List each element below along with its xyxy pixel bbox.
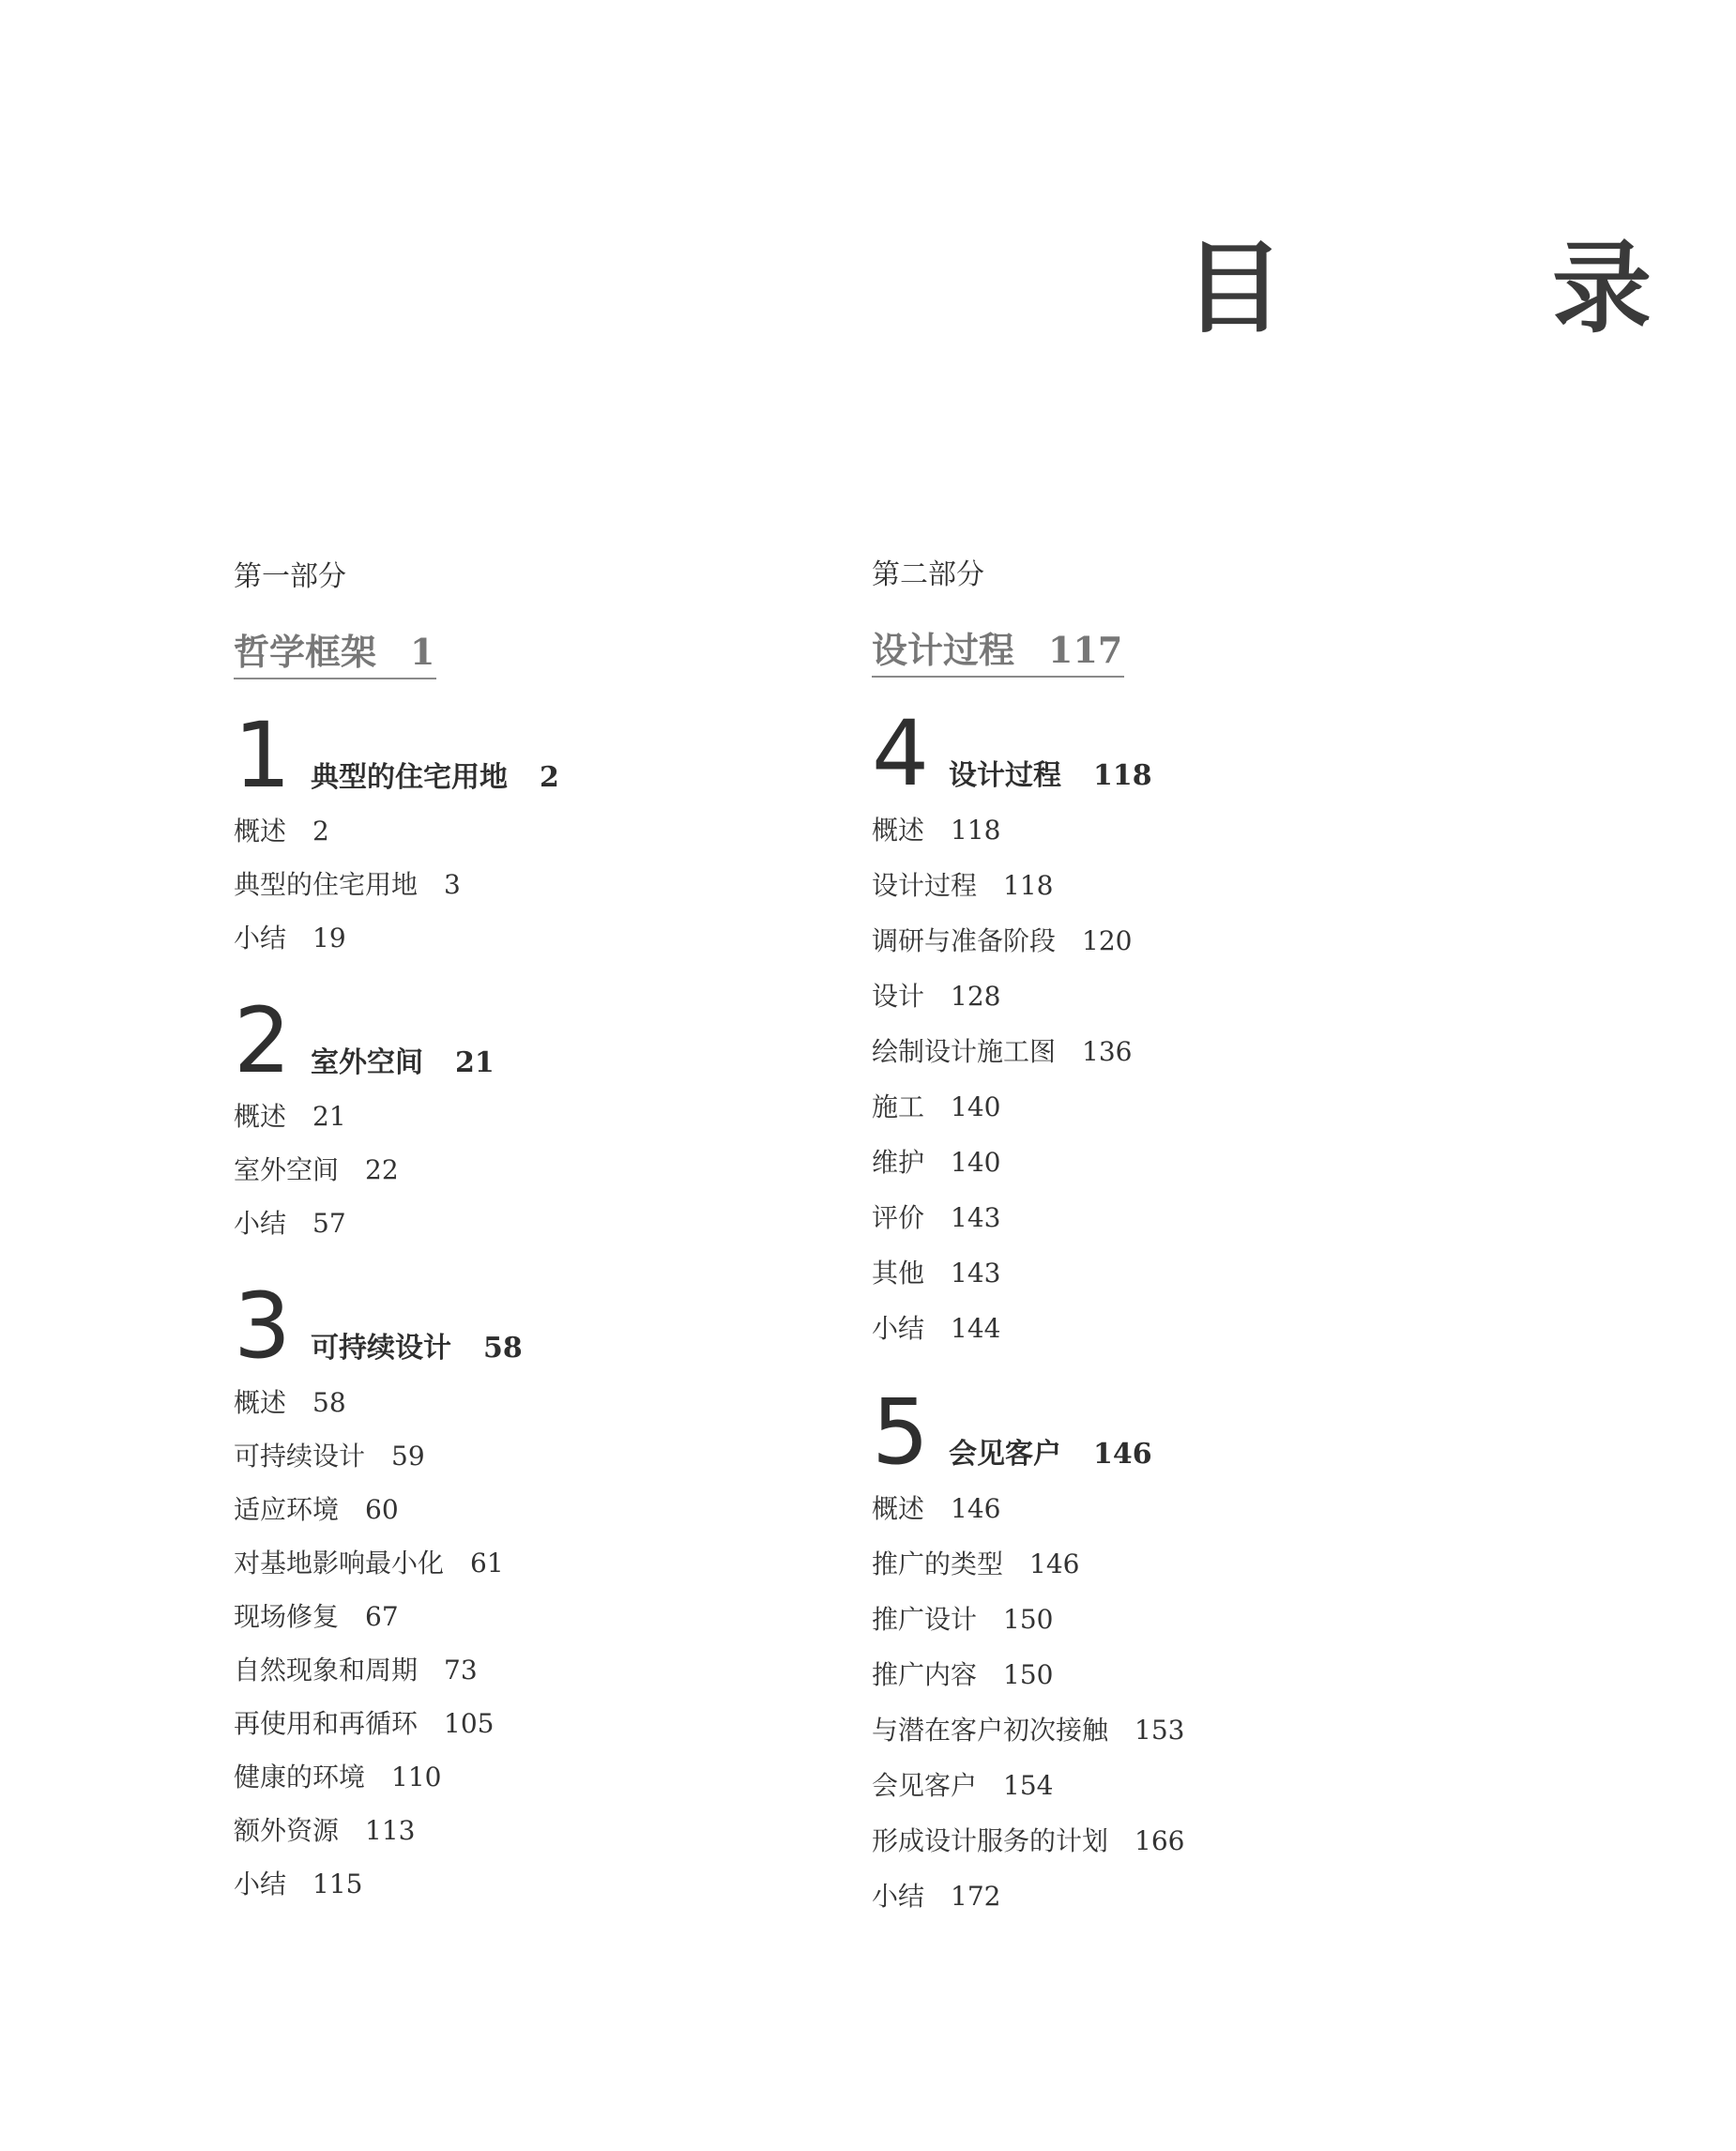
chapter-title: 会见客户: [949, 1438, 1061, 1472]
entry-page-number: 166: [1134, 1825, 1185, 1857]
entry-title: 概述: [234, 1101, 287, 1133]
toc-entry[interactable]: [234, 1697, 834, 1750]
toc-entry[interactable]: [872, 1245, 1472, 1301]
entry-title: 概述: [872, 1493, 925, 1525]
toc-entry[interactable]: [872, 1024, 1472, 1079]
entry-page-number: 120: [1082, 925, 1133, 957]
entry-title: 会见客户: [872, 1770, 978, 1802]
entry-page-number: 140: [951, 1147, 1001, 1179]
toc-entry[interactable]: [234, 858, 834, 911]
chapter-page-number: 118: [1093, 759, 1152, 792]
entry-page-number: 146: [1029, 1548, 1080, 1580]
entry-page-number: 105: [444, 1707, 495, 1739]
chapter-heading[interactable]: [234, 703, 834, 808]
entry-page-number: 150: [1003, 1659, 1054, 1691]
entry-page-number: 21: [312, 1101, 346, 1133]
page-title: 目 录: [1184, 231, 1736, 346]
entry-page-number: 136: [1082, 1036, 1133, 1068]
entry-title: 现场修复: [234, 1600, 340, 1632]
toc-entry[interactable]: [872, 1481, 1472, 1536]
chapter-number: 3: [234, 1274, 292, 1380]
entry-page-number: 113: [365, 1814, 416, 1846]
entry-title: 小结: [872, 1313, 925, 1345]
entry-title: 小结: [234, 1208, 287, 1240]
entry-page-number: 140: [951, 1091, 1001, 1123]
entry-page-number: 60: [365, 1493, 399, 1525]
entry-page-number: 153: [1134, 1715, 1185, 1747]
entry-list: [234, 1090, 834, 1250]
entry-page-number: 110: [391, 1761, 442, 1792]
toc-entry[interactable]: [234, 1429, 834, 1483]
entry-list: [234, 1376, 834, 1911]
chapter-number: 1: [234, 703, 292, 808]
entry-page-number: 61: [470, 1547, 504, 1579]
entry-list: [872, 1481, 1472, 1924]
entry-title: 再使用和再循环: [234, 1707, 419, 1739]
chapter-block: [872, 701, 1472, 1356]
entry-title: 维护: [872, 1147, 925, 1179]
entry-page-number: 154: [1003, 1770, 1054, 1802]
entry-page-number: 118: [951, 815, 1001, 847]
entry-title: 绘制设计施工图: [872, 1036, 1057, 1068]
entry-page-number: 143: [951, 1258, 1001, 1289]
part-title-page: 1: [410, 631, 435, 673]
entry-page-number: 3: [444, 869, 461, 901]
toc-entry[interactable]: [234, 804, 834, 858]
chapter-heading[interactable]: [234, 988, 834, 1094]
toc-entry[interactable]: [234, 1090, 834, 1143]
entry-title: 施工: [872, 1091, 925, 1123]
chapter-list: [234, 703, 834, 1911]
toc-entry[interactable]: [234, 1143, 834, 1197]
entry-list: [872, 802, 1472, 1356]
entry-page-number: 67: [365, 1600, 399, 1632]
entry-page-number: 118: [1003, 870, 1054, 902]
entry-title: 形成设计服务的计划: [872, 1825, 1109, 1857]
entry-title: 小结: [234, 1868, 287, 1899]
toc-entry[interactable]: [234, 1197, 834, 1250]
entry-title: 适应环境: [234, 1493, 340, 1525]
entry-title: 对基地影响最小化: [234, 1547, 445, 1579]
toc-entry[interactable]: [234, 1376, 834, 1429]
part-label: 第一部分: [234, 560, 346, 593]
chapter-number: 5: [872, 1380, 930, 1486]
chapter-page-number: 21: [455, 1046, 495, 1080]
chapter-block: [234, 703, 834, 965]
chapter-heading[interactable]: [872, 1380, 1472, 1486]
toc-entry[interactable]: [872, 1702, 1472, 1758]
toc-entry[interactable]: [234, 1536, 834, 1590]
toc-entry[interactable]: [234, 911, 834, 965]
chapter-number: 2: [234, 988, 292, 1094]
toc-entry[interactable]: [872, 1647, 1472, 1702]
toc-entry[interactable]: [872, 1813, 1472, 1869]
part-one-column: [234, 560, 834, 1911]
part-two-column: [872, 558, 1472, 1924]
entry-title: 小结: [234, 923, 287, 954]
entry-page-number: 143: [951, 1202, 1001, 1234]
chapter-page-number: 58: [483, 1332, 523, 1365]
part-title: [234, 631, 436, 679]
entry-title: 自然现象和周期: [234, 1654, 419, 1686]
toc-entry[interactable]: [872, 1536, 1472, 1592]
toc-entry[interactable]: [234, 1643, 834, 1697]
entry-page-number: 128: [951, 981, 1001, 1013]
toc-entry[interactable]: [234, 1804, 834, 1857]
toc-entry[interactable]: [234, 1590, 834, 1643]
entry-title: 评价: [872, 1202, 925, 1234]
entry-title: 推广的类型: [872, 1548, 1004, 1580]
chapter-heading[interactable]: [234, 1274, 834, 1380]
toc-entry[interactable]: [872, 858, 1472, 913]
part-title-page: 117: [1048, 629, 1123, 671]
toc-entry[interactable]: [872, 1190, 1472, 1245]
entry-title: 调研与准备阶段: [872, 925, 1057, 957]
entry-page-number: 73: [444, 1654, 478, 1686]
part-title-text: 设计过程: [872, 629, 1015, 671]
entry-title: 设计: [872, 981, 925, 1013]
chapter-page-number: 146: [1093, 1438, 1152, 1472]
chapter-block: [234, 1274, 834, 1910]
entry-title: 室外空间: [234, 1154, 340, 1186]
chapter-title: 室外空间: [311, 1046, 423, 1080]
entry-title: 概述: [234, 1386, 287, 1418]
entry-page-number: 19: [312, 923, 346, 954]
entry-page-number: 115: [312, 1868, 363, 1899]
entry-page-number: 172: [951, 1881, 1001, 1913]
toc-entry[interactable]: [872, 802, 1472, 858]
entry-page-number: 150: [1003, 1604, 1054, 1636]
toc-entry[interactable]: [872, 1592, 1472, 1647]
chapter-block: [872, 1380, 1472, 1924]
entry-title: 概述: [872, 815, 925, 847]
entry-page-number: 146: [951, 1493, 1001, 1525]
entry-page-number: 59: [391, 1440, 425, 1472]
entry-title: 其他: [872, 1258, 925, 1289]
entry-title: 可持续设计: [234, 1440, 366, 1472]
chapter-title: 设计过程: [949, 759, 1061, 792]
entry-title: 健康的环境: [234, 1761, 366, 1792]
chapter-block: [234, 988, 834, 1250]
chapter-page-number: 2: [540, 761, 559, 794]
part-title: [872, 629, 1124, 678]
toc-entry[interactable]: [872, 1135, 1472, 1190]
toc-entry[interactable]: [872, 1301, 1472, 1356]
entry-page-number: 144: [951, 1313, 1001, 1345]
entry-page-number: 57: [312, 1208, 346, 1240]
entry-title: 小结: [872, 1881, 925, 1913]
toc-entry[interactable]: [234, 1857, 834, 1911]
toc-entry[interactable]: [234, 1483, 834, 1536]
toc-entry[interactable]: [872, 1869, 1472, 1924]
entry-title: 典型的住宅用地: [234, 869, 419, 901]
part-label: 第二部分: [872, 558, 984, 591]
entry-title: 额外资源: [234, 1814, 340, 1846]
chapter-list: [872, 701, 1472, 1924]
entry-page-number: 2: [312, 816, 329, 847]
toc-entry[interactable]: [872, 1079, 1472, 1135]
chapter-number: 4: [872, 701, 930, 806]
chapter-title: 可持续设计: [311, 1332, 451, 1365]
chapter-heading[interactable]: [872, 701, 1472, 806]
part-title-text: 哲学框架: [234, 631, 377, 673]
entry-title: 推广设计: [872, 1604, 978, 1636]
entry-title: 设计过程: [872, 870, 978, 902]
toc-entry[interactable]: [872, 913, 1472, 969]
entry-page-number: 22: [365, 1154, 399, 1186]
toc-entry[interactable]: [872, 1758, 1472, 1813]
toc-entry[interactable]: [234, 1750, 834, 1804]
entry-title: 推广内容: [872, 1659, 978, 1691]
toc-entry[interactable]: [872, 969, 1472, 1024]
entry-list: [234, 804, 834, 965]
entry-page-number: 58: [312, 1386, 346, 1418]
chapter-title: 典型的住宅用地: [311, 761, 508, 794]
entry-title: 概述: [234, 816, 287, 847]
entry-title: 与潜在客户初次接触: [872, 1715, 1109, 1747]
